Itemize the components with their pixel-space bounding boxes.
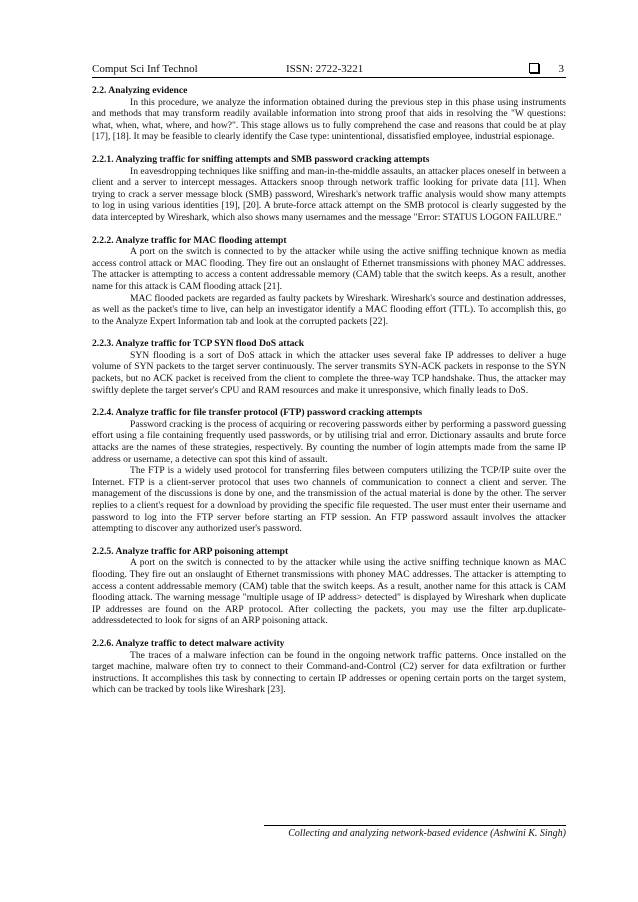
section-heading: 2.2. Analyzing evidence (92, 85, 188, 96)
section-heading: 2.2.1. Analyzing traffic for sniffing attempts and SMB password cracking attempts (92, 153, 430, 165)
section-2-2-3 (92, 338, 566, 396)
checkbox-icon (529, 63, 539, 73)
paragraph: In eavesdropping techniques like sniffing and man-in-the-middle assaults, an attacker places oneself in between a client and a server to intercept messages. Attackers snoop through network traffic looking for private data [11]. When trying to crack a server message block (SMB) password, Wireshark's network traffic analysis would show many attempts to log in using various identities [19], [20]. A brute-force attack attempt on the SMB protocol is clearly suggested by the data intercepted by Wireshark, which also shows many usernames and the message "Error: STATUS LOGON FAILURE." (92, 165, 566, 223)
running-footer: Collecting and analyzing network-based evidence (Ashwini K. Singh) (288, 828, 566, 839)
paragraph: A port on the switch is connected to by the attacker while using the active sniffing technique known as media access control attack or MAC flooding. They fire out an onslaught of Ethernet transmissions with phoney MAC addresses. The attacker is attempting to access a content addressable memory (CAM) table that the switch keeps. As a result, another name for this attack is CAM flooding attack [21]. (92, 246, 566, 292)
running-header (92, 61, 566, 78)
footer-divider (264, 825, 566, 826)
section-heading: 2.2.2. Analyze traffic for MAC flooding attempt (92, 234, 287, 246)
section-2-2-4 (92, 407, 566, 535)
section-heading: 2.2.4. Analyze traffic for file transfer protocol (FTP) password cracking attempts (92, 407, 423, 419)
paragraph: MAC flooded packets are regarded as faulty packets by Wireshark. Wireshark's source and destination addresses, as well as the packet's time to live, can help an investigator identify a MAC flooding effort (TTL). To accomplish this, go to the Analyze Expert Information tab and look at the corrupted packets [22]. (92, 292, 566, 327)
section-heading: 2.2.6. Analyze traffic to detect malware activity (92, 637, 285, 649)
paragraph: A port on the switch is connected to by the attacker while using the active sniffing technique known as MAC flooding. They fire out an onslaught of Ethernet transmissions with phoney MAC addresses. The attacker is attempting to access a content addressable memory (CAM) table that the switch keeps. As a result, another name for this attack is CAM flooding attack. The warning message "multiple usage of IP address> detected" is displayed by Wireshark when duplicate IP addresses are found on the ARP protocol. After collecting the packets, you may use the filter arp.duplicate-addressdetected to look for signs of an ARP poisoning attack. (92, 557, 566, 627)
paragraph: In this procedure, we analyze the information obtained during the previous step in this phase using instruments and methods that may transform readily available information into strong proof that aids in resolving the "W questions: what, when, what, where, and how?". This stage allows us to fully comprehend the case and reasons that could be at play [17], [18]. It may be feasible to clearly identify the Case type: unintentional, dissatisfied employee, industrial espionage. (92, 96, 566, 143)
paragraph: The FTP is a widely used protocol for transferring files between computers utilizing the TCP/IP suite over the Internet. FTP is a client-server protocol that uses two channels of communication to connect a client and server. The management of the discussions is done by one, and the transmission of the actual material is done by the other. The server replies to a client's request for a download by providing the specific file requested. The user must enter their username and password to log into the FTP server before starting an FTP session. An FTP password assault involves the attacker attempting to discover any authorized user's password. (92, 465, 566, 535)
body-text (92, 85, 566, 707)
section-2-2-5 (92, 546, 566, 627)
section-heading: 2.2.3. Analyze traffic for TCP SYN flood DoS attack (92, 338, 305, 350)
paragraph: The traces of a malware infection can be found in the ongoing network traffic patterns. Once installed on the target machine, malware often try to connect to their Command-and-Control (C2) server for data exfiltration or further instructions. It accomplishes this task by connecting to certain IP addresses or opening certain ports on the target system, which can be tracked by tools like Wireshark [23]. (92, 649, 566, 696)
section-2-2 (92, 85, 566, 143)
paragraph: SYN flooding is a sort of DoS attack in which the attacker uses several fake IP addresses to deliver a huge volume of SYN packets to the target server continuously. The server transmits SYN-ACK packets in response to the SYN packets, but no ACK packet is received from the client to complete the three-way TCP handshake. Thus, the attacker may swiftly deplete the target server's CPU and RAM resources and make it unresponsive, which finally leads to DoS. (92, 349, 566, 396)
section-heading: 2.2.5. Analyze traffic for ARP poisoning attempt (92, 545, 289, 557)
section-2-2-1 (92, 154, 566, 224)
paragraph: Password cracking is the process of acquiring or recovering passwords either by performing a password guessing effort using a file containing frequently used passwords, or by utilising trial and error. Dictionary assaults and brute force attacks are the names of these strategies, respectively. By counting the number of login attempts made from the same IP address or username, a detective can spot this kind of assault. (92, 418, 566, 465)
page-number: 3 (558, 63, 564, 75)
journal-name: Comput Sci Inf Technol (92, 63, 198, 75)
issn: ISSN: 2722-3221 (286, 63, 364, 75)
section-2-2-6 (92, 638, 566, 696)
section-2-2-2 (92, 235, 566, 328)
